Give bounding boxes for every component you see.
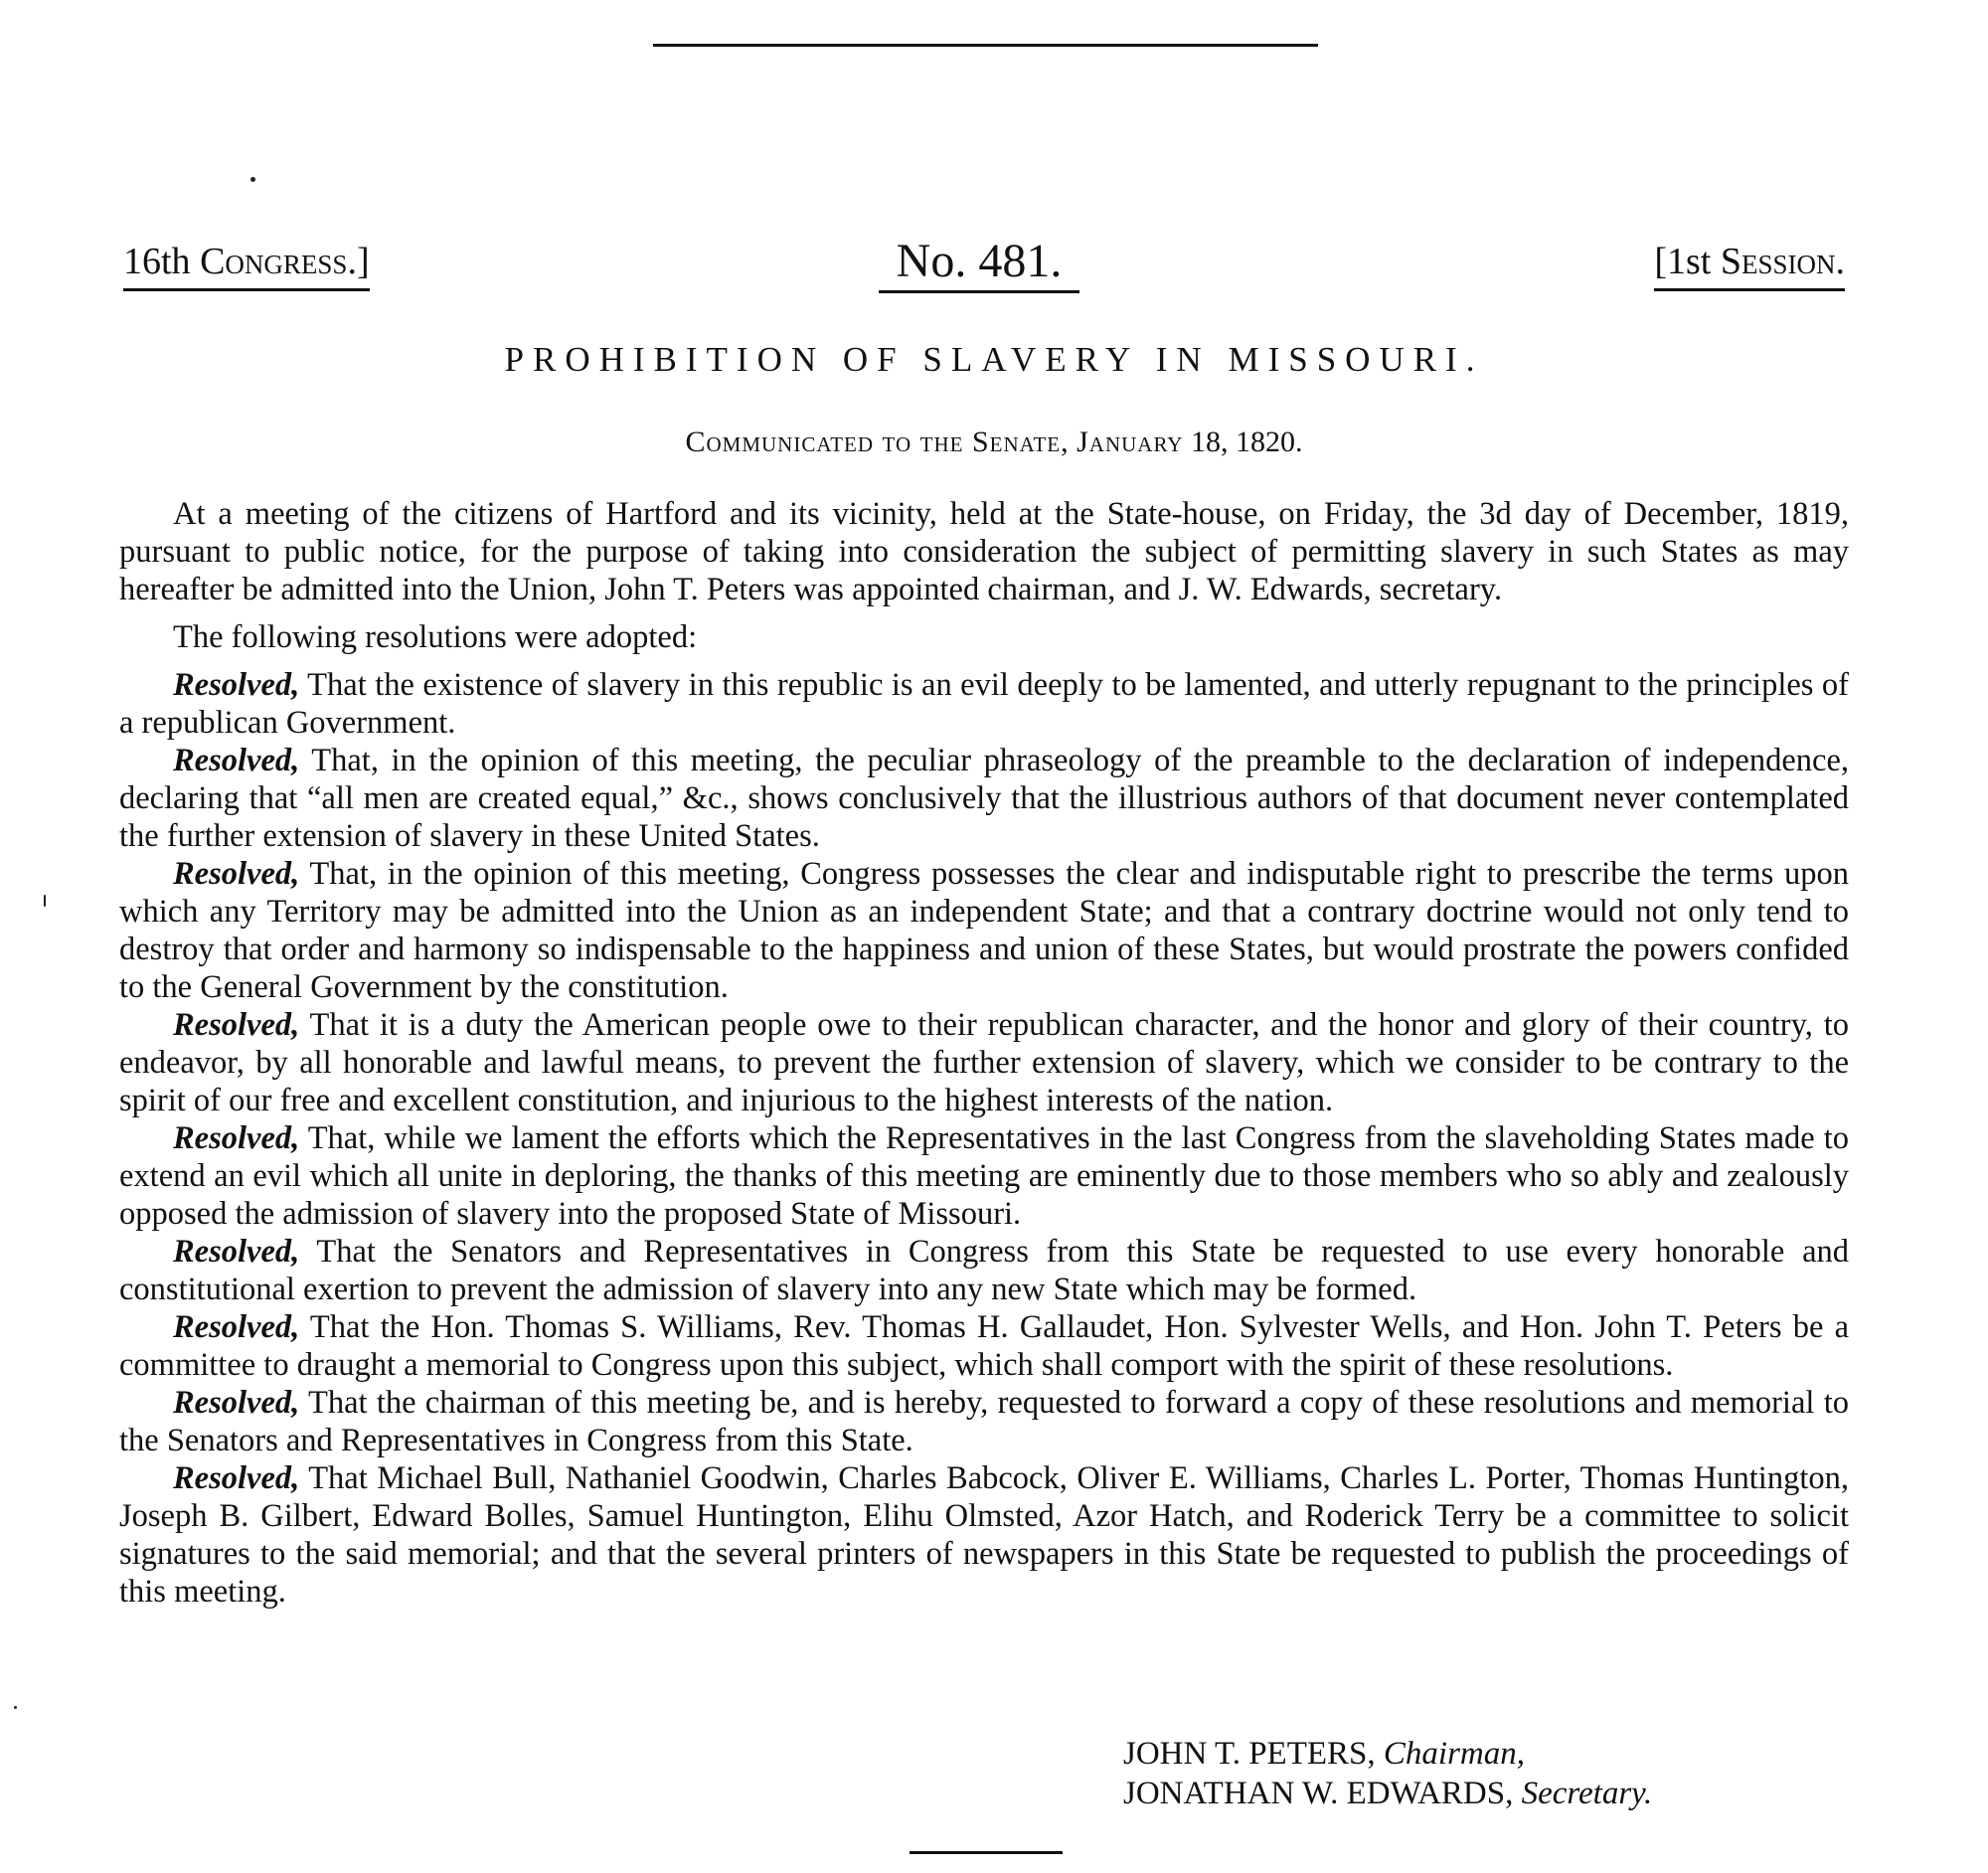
resolved-label: Resolved, [173,1007,300,1043]
resolution-paragraph [119,855,1849,1006]
session-label [1654,237,1845,291]
resolutions-list [119,666,1849,1611]
resolution-text: That the Senators and Representatives in Congress from this State be requested to use every honorable and constitutional exertion to prevent the admission of slavery into any new State which may be formed. [119,1234,1849,1307]
intro-paragraph: At a meeting of the citizens of Hartford and its vicinity, held at the State-house, on Friday, the 3d day of December, 1819, pursuant to public notice, for the purpose of taking into consideration the subject of permitting slavery in such States as may hereafter be admitted into the Union, John T. Peters was appointed chairman, and J. W. Edwards, secretary. [119,496,1849,607]
document-subtitle [0,423,1988,462]
resolution-text: That, while we lament the efforts which the Representatives in the last Congress from the slaveholding States made to extend an evil which all unite in deploring, the thanks of this meeting are eminently due to those members who so ably and zealously opposed the admission of slavery into the proposed State of Missouri. [119,1120,1849,1232]
signature-block [1123,1734,1652,1813]
signatory-role: Chairman, [1383,1736,1525,1772]
resolved-label: Resolved, [173,856,300,892]
stray-mark [44,895,46,907]
bottom-rule [910,1851,1063,1854]
document-number: No. 481. [879,237,1080,293]
session-number: [1st [1654,241,1712,282]
subtitle-month: January [1077,426,1184,458]
document-body [119,495,1849,1611]
resolved-label: Resolved, [173,667,300,703]
resolution-text: That it is a duty the American people owe to their republican character, and the honor and glory of their country, to endeavor, by all honorable and lawful means, to prevent the further extension of slavery, which we consider to be contrary to the spirit of our free and excellent constitution, and injurious to the highest interests of the nation. [119,1007,1849,1118]
document-title: PROHIBITION OF SLAVERY IN MISSOURI. [504,340,1484,379]
resolution-paragraph [119,1384,1849,1459]
resolution-text: That Michael Bull, Nathaniel Goodwin, Charles Babcock, Oliver E. Williams, Charles L. Porter, Thomas Huntington, Joseph B. Gilbert, Edward Bolles, Samuel Huntington, Elihu Olmsted, Azor Hatch, and Roderick Terry be a committee to solicit signatures to the said memorial; and that the several printers of newspapers in this State be requested to publish the proceedings of this meeting. [119,1460,1849,1610]
subtitle-date: 18, 1820. [1190,426,1303,458]
resolved-label: Resolved, [173,1309,300,1345]
top-rule [653,44,1318,47]
resolved-label: Resolved, [173,1120,300,1156]
resolution-paragraph [119,1233,1849,1308]
congress-word: Congress.] [200,241,370,282]
subtitle-lead: Communicated to the Senate, [685,426,1070,458]
resolution-text: That the chairman of this meeting be, and is hereby, requested to forward a copy of these resolutions and memorial to the Senators and Representatives in Congress from this State. [119,1385,1849,1458]
stray-dot [250,177,255,182]
signatory-name: JOHN T. PETERS, [1123,1736,1376,1772]
resolved-label: Resolved, [173,1234,300,1270]
congress-number: 16th [123,241,191,282]
resolution-text: That the existence of slavery in this republic is an evil deeply to be lamented, and utterly repugnant to the principles of a republican Government. [119,667,1849,741]
adopted-line: The following resolutions were adopted: [173,619,698,655]
stray-dot [14,1706,17,1709]
resolution-text: That, in the opinion of this meeting, the peculiar phraseology of the preamble to the declaration of independence, declaring that “all men are created equal,” &c., shows conclusively that the illustrious authors of that document never contemplated the further extension of slavery in these United States. [119,743,1849,854]
resolution-paragraph [119,1308,1849,1384]
resolved-label: Resolved, [173,1460,300,1496]
signatory-role: Secretary. [1521,1776,1653,1811]
resolved-label: Resolved, [173,1385,300,1421]
signature-line [1123,1774,1652,1813]
resolution-text: That, in the opinion of this meeting, Congress possesses the clear and indisputable right to prescribe the terms upon which any Territory may be admitted into the Union as an independent State; and that a contrary doctrine would not only tend to destroy that order and harmony so indispensable to the happiness and union of these States, but would prostrate the powers confided to the General Government by the constitution. [119,856,1849,1005]
signature-line [1123,1734,1652,1774]
resolution-paragraph [119,1459,1849,1611]
resolution-paragraph [119,742,1849,855]
resolution-text: That the Hon. Thomas S. Williams, Rev. Thomas H. Gallaudet, Hon. Sylvester Wells, and Hon. John T. Peters be a committee to draught a memorial to Congress upon this subject, which shall comport with the spirit of these resolutions. [119,1309,1849,1383]
resolution-paragraph [119,1006,1849,1119]
session-word: Session. [1720,241,1845,282]
resolution-paragraph [119,666,1849,742]
resolved-label: Resolved, [173,743,300,778]
resolution-paragraph [119,1119,1849,1233]
signatory-name: JONATHAN W. EDWARDS, [1123,1776,1514,1811]
